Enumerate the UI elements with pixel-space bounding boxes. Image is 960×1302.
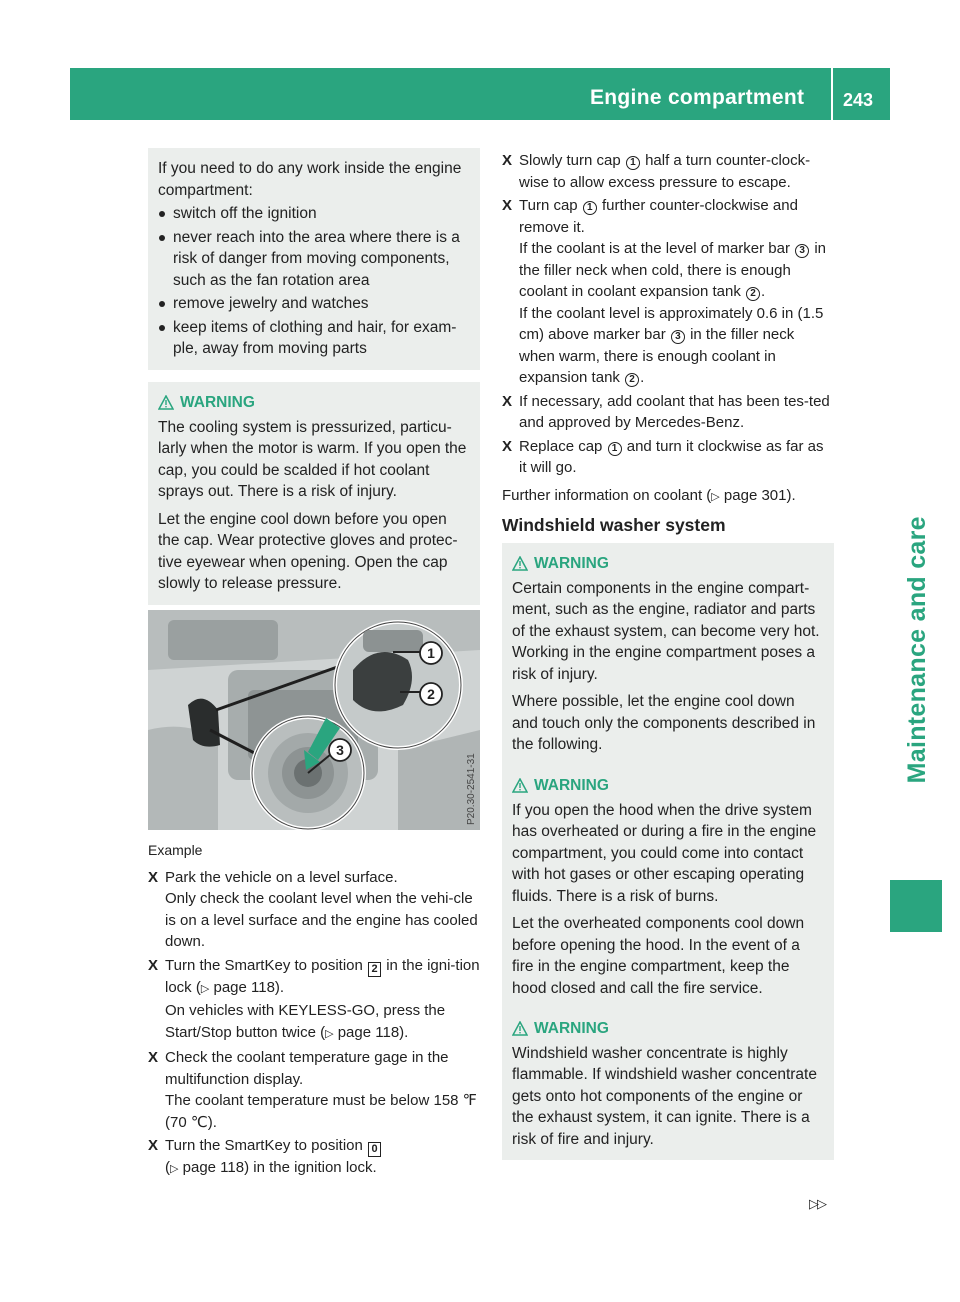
step-text-part: further counter-clockwise and remove it. xyxy=(519,197,798,236)
warning-text: Certain components in the engine compart-ment, such as the engine, radiator and parts of the exhaust system, can become very hot. Working in the engine compartment poses a risk of injury. xyxy=(512,579,820,683)
warning-heading xyxy=(512,1018,824,1040)
page-ref-link[interactable]: page 301). xyxy=(723,486,796,504)
step-text: Park the vehicle on a level surface. xyxy=(165,868,398,886)
warning-heading xyxy=(158,392,470,414)
step-arrow-icon: X xyxy=(502,392,513,410)
page-ref-arrow-icon: ▷ xyxy=(325,1027,334,1040)
step-text-part: half a turn counter-clock-wise to allow excess pressure to escape. xyxy=(519,152,811,191)
section-title: Windshield washer system xyxy=(502,515,726,535)
engine-illustration xyxy=(148,610,480,830)
step-arrow-icon: X xyxy=(148,868,159,886)
step-text-part: in the igni-tion lock ( xyxy=(165,956,480,996)
step-arrow-icon: X xyxy=(502,197,513,214)
step-item xyxy=(502,436,834,479)
warning-hood-box xyxy=(502,765,834,1009)
step-text-part: ( xyxy=(165,1159,170,1176)
work-precautions-box xyxy=(148,148,480,370)
warning-heading xyxy=(512,553,824,575)
step-item xyxy=(148,1135,480,1181)
step-text xyxy=(165,955,480,1001)
warning-cooling-box xyxy=(148,382,480,605)
step-text-part: Turn the SmartKey to position xyxy=(165,956,363,974)
page-ref-link[interactable]: page 118). xyxy=(213,978,285,996)
washer-section-header xyxy=(502,514,834,546)
callout-ref-2: 2 xyxy=(746,287,760,301)
warning-text: If you open the hood when the drive system has overheated or during a fire in the engine compartment, you could come into contact with hot gases or other escaping operating fluids. There is a risk of burns. xyxy=(512,801,817,905)
coolant-steps xyxy=(502,150,834,508)
step-text-part: Slowly turn cap xyxy=(519,152,621,169)
step-text: The coolant temperature must be below 158 ℉ (70 ℃). xyxy=(165,1092,477,1131)
section-side-tab xyxy=(896,500,940,800)
step-text-part: . xyxy=(640,369,645,386)
step-text-part: Turn cap xyxy=(519,197,578,214)
list-item: never reach into the area where there is a risk of danger from moving components, such as the fan rotation area xyxy=(158,227,470,292)
step-item xyxy=(502,391,834,434)
step-item xyxy=(148,867,480,953)
warning-triangle-icon xyxy=(512,1021,528,1036)
step-arrow-icon: X xyxy=(148,1049,159,1066)
step-item xyxy=(502,195,834,389)
warning-text: Let the engine cool down before you open the cap. Wear protective gloves and protec-tive eyewear when opening. Open the cap slowly to release pressure. xyxy=(158,510,458,592)
step-text xyxy=(519,238,834,303)
warning-triangle-icon xyxy=(512,778,528,793)
step-text: If necessary, add coolant that has been tes-ted and approved by Mercedes-Benz. xyxy=(519,392,830,431)
list-item: switch off the ignition xyxy=(158,203,470,225)
page-ref-arrow-icon: ▷ xyxy=(711,490,720,503)
continue-marker-icon: ▷▷ xyxy=(809,1196,825,1211)
step-item xyxy=(148,1047,480,1133)
page-ref-arrow-icon: ▷ xyxy=(200,982,210,995)
callout-ref-2: 2 xyxy=(625,373,639,387)
callout-2: 2 xyxy=(427,686,435,702)
engine-compartment-figure xyxy=(148,610,480,830)
further-info-text: Further information on coolant ( xyxy=(502,486,712,504)
step-text-part: and turn it clockwise as far as it will go. xyxy=(519,437,824,476)
list-item: keep items of clothing and hair, for exam-ple, away from moving parts xyxy=(158,317,470,360)
fig-caption-and-steps xyxy=(148,840,480,1181)
page-ref-arrow-icon: ▷ xyxy=(170,1163,179,1175)
warning-text: Let the overheated components cool down before opening the hood. In the event of a fire in the engine compartment, keep the hood closed and call the fire service. xyxy=(512,915,805,997)
callout-ref-3: 3 xyxy=(671,330,685,344)
step-arrow-icon: X xyxy=(502,437,513,455)
step-text-part: If the coolant level is approximately 0.6 in (1.5 cm) above marker bar xyxy=(519,304,824,343)
callout-ref-1: 1 xyxy=(626,156,640,170)
figure-code: P20.30-2541-31 xyxy=(466,753,477,825)
warning-triangle-icon xyxy=(512,556,528,571)
side-tab-label: Maintenance and care xyxy=(903,516,932,784)
callout-ref-3: 3 xyxy=(795,244,809,258)
step-arrow-icon: X xyxy=(502,152,513,169)
step-text xyxy=(519,195,834,238)
page-title: Engine compartment xyxy=(590,86,805,109)
step-arrow-icon: X xyxy=(148,956,159,974)
callout-ref-1: 1 xyxy=(608,442,622,456)
warning-washer-box xyxy=(502,1008,834,1160)
further-info xyxy=(502,485,834,509)
step-text xyxy=(519,303,834,389)
warning-text: The cooling system is pressurized, particu-larly when the motor is warm. If you open the cap, you could be scalded if hot coolant sprays out. There is a risk of injury. xyxy=(158,418,467,500)
warning-text: Where possible, let the engine cool down and touch only the components described in the following. xyxy=(512,693,816,753)
list-item: remove jewelry and watches xyxy=(158,293,470,315)
step-text-part: Replace cap xyxy=(519,437,603,455)
warning-engine-box xyxy=(502,543,834,766)
header-divider xyxy=(831,68,833,120)
step-text xyxy=(165,1000,480,1045)
step-item xyxy=(148,955,480,1046)
warning-label: WARNING xyxy=(534,555,609,572)
callout-ref-1: 1 xyxy=(583,201,597,215)
callout-1: 1 xyxy=(427,645,435,661)
step-text xyxy=(519,150,834,193)
warning-heading xyxy=(512,775,824,797)
warning-label: WARNING xyxy=(534,1020,609,1037)
step-text-part: Turn the SmartKey to position xyxy=(165,1137,363,1154)
step-text xyxy=(519,436,834,479)
step-item xyxy=(502,150,834,193)
step-arrow-icon: X xyxy=(148,1137,159,1154)
step-text xyxy=(165,1135,480,1157)
work-intro: If you need to do any work inside the engine compartment: xyxy=(158,160,462,199)
ignition-position-box: 0 xyxy=(368,1142,381,1157)
step-text xyxy=(165,1157,480,1181)
page-header xyxy=(70,68,890,120)
step-text-part: in the filler neck when warm, there is enough coolant in expansion tank xyxy=(519,326,795,386)
warning-label: WARNING xyxy=(534,777,609,794)
figure-caption: Example xyxy=(148,842,203,858)
step-text: Only check the coolant level when the vehi-cle is on a level surface and the engine has cooled down. xyxy=(165,890,478,950)
callout-3: 3 xyxy=(336,742,344,758)
warning-text: Windshield washer concentrate is highly flammable. If windshield washer concentrate gets onto hot components of the engine or the exhaust system, it can ignite. There is a risk of fire and injury. xyxy=(512,1044,817,1148)
page-ref-link[interactable]: page 118) in the ignition lock. xyxy=(182,1159,377,1176)
page-ref-link[interactable]: page 118). xyxy=(337,1023,409,1041)
side-tab-marker xyxy=(890,880,942,932)
step-text-part: On vehicles with KEYLESS-GO, press the Start/Stop button twice ( xyxy=(165,1002,446,1041)
warning-triangle-icon xyxy=(158,395,174,410)
warning-label: WARNING xyxy=(180,394,255,411)
page-number: 243 xyxy=(843,90,874,110)
step-text-part: in the filler neck when cold, there is enough coolant in coolant expansion tank xyxy=(519,240,826,300)
step-text-part: . xyxy=(761,283,766,300)
step-text: Check the coolant temperature gage in the multifunction display. xyxy=(165,1049,449,1088)
ignition-position-box: 2 xyxy=(368,962,381,977)
step-text-part: If the coolant is at the level of marker bar xyxy=(519,240,790,257)
